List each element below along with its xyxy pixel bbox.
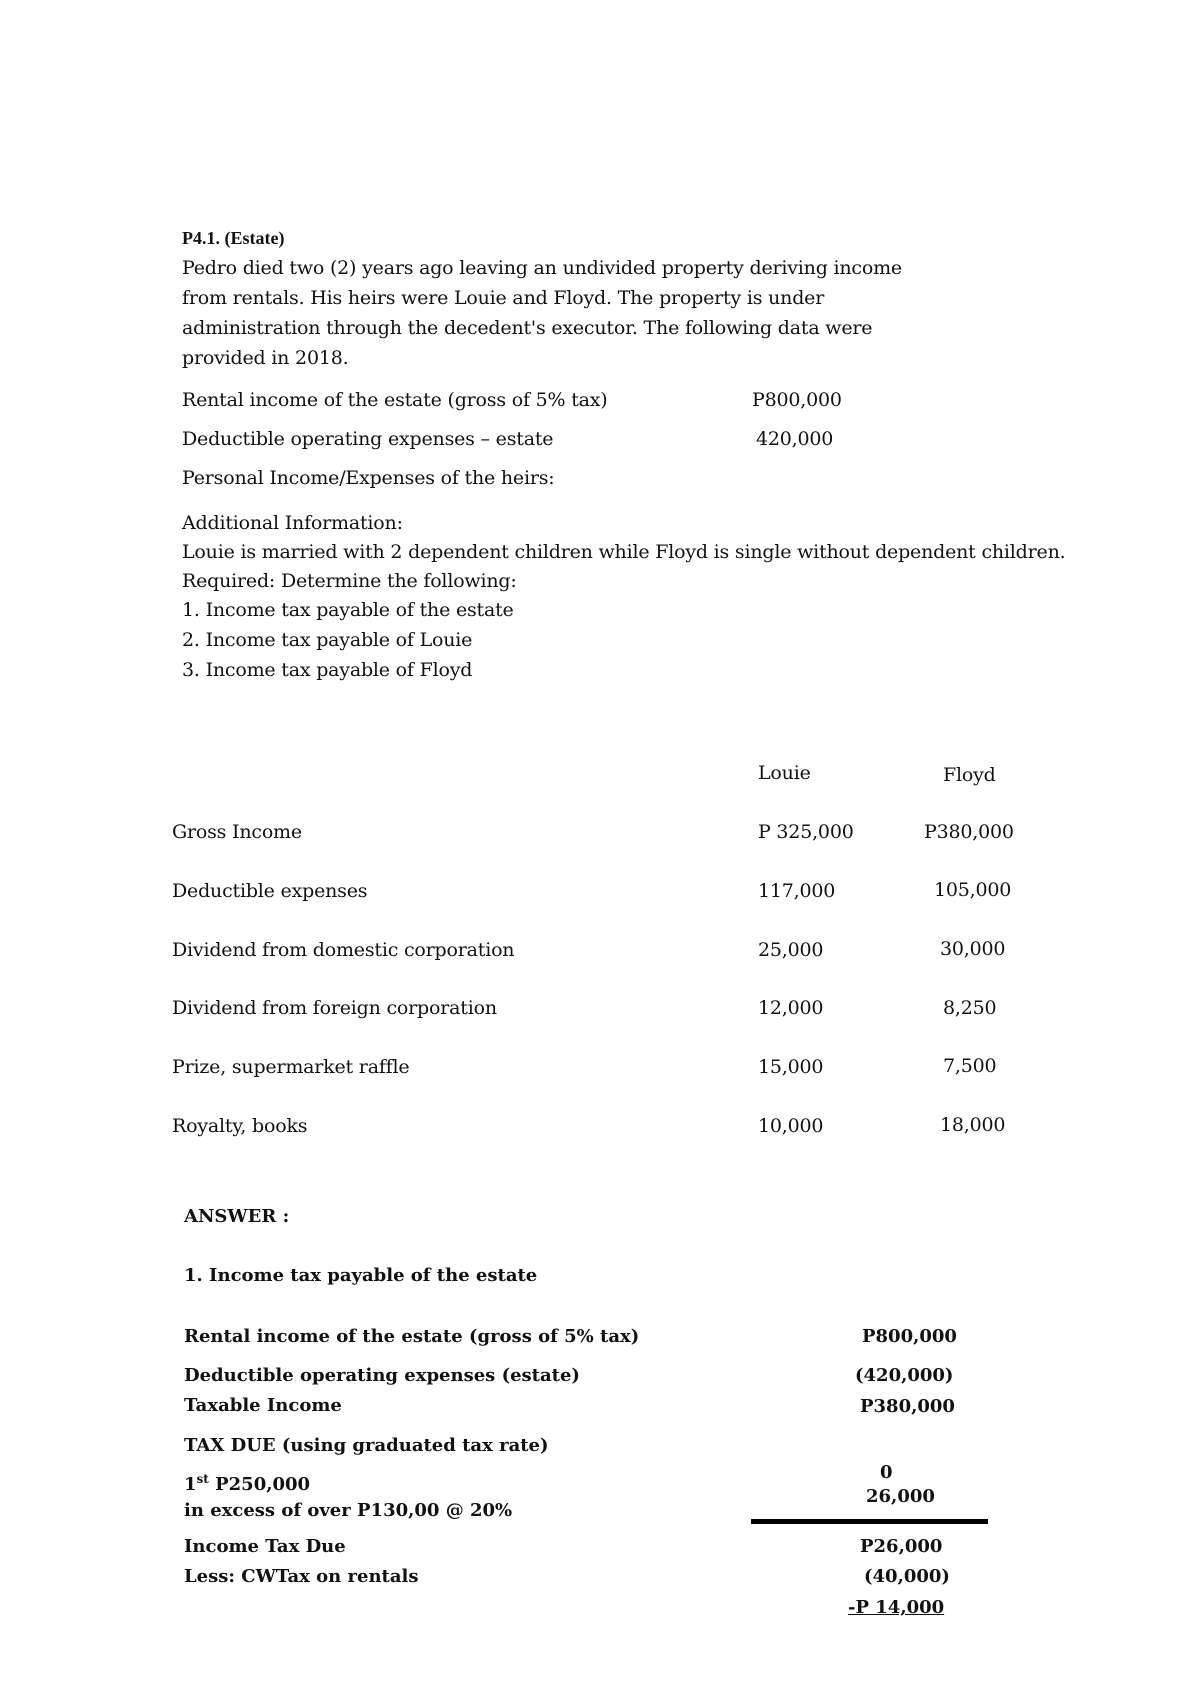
answer-heading: ANSWER : — [184, 1206, 290, 1227]
answer-excess-label: in excess of over P130,00 @ 20% — [184, 1500, 513, 1521]
answer-taxable-label: Taxable Income — [184, 1395, 342, 1416]
personal-heading: Personal Income/Expenses of the heirs: — [182, 467, 555, 489]
required-item-1: 1. Income tax payable of the estate — [182, 599, 514, 621]
answer-rental-label: Rental income of the estate (gross of 5% tax) — [184, 1326, 640, 1347]
floyd-deductible-expenses: 105,000 — [934, 879, 1012, 901]
floyd-dividend-domestic: 30,000 — [940, 938, 1006, 960]
row-label-dividend-foreign: Dividend from foreign corporation — [172, 997, 497, 1019]
estate-rental-label: Rental income of the estate (gross of 5% tax) — [182, 389, 608, 411]
answer-taxdue-heading: TAX DUE (using graduated tax rate) — [184, 1435, 549, 1456]
estate-expenses-value: 420,000 — [756, 428, 834, 450]
row-label-royalty: Royalty, books — [172, 1115, 308, 1137]
required-heading: Required: Determine the following: — [182, 570, 517, 592]
answer-first-bracket-label: 1st P250,000 — [184, 1472, 311, 1495]
estate-expenses-label: Deductible operating expenses – estate — [182, 428, 554, 450]
additional-text: Louie is married with 2 dependent children while Floyd is single without dependent children. — [182, 541, 1066, 563]
louie-royalty: 10,000 — [758, 1115, 824, 1137]
paragraph-line-4: provided in 2018. — [182, 347, 349, 369]
floyd-prize: 7,500 — [943, 1055, 997, 1077]
louie-dividend-domestic: 25,000 — [758, 939, 824, 961]
answer-income-tax-due-label: Income Tax Due — [184, 1536, 346, 1557]
row-label-prize: Prize, supermarket raffle — [172, 1056, 410, 1078]
answer-excess-value: 26,000 — [866, 1486, 935, 1507]
total-rule — [751, 1519, 988, 1524]
answer-income-tax-due-value: P26,000 — [860, 1536, 943, 1557]
answer-taxable-value: P380,000 — [860, 1396, 955, 1417]
floyd-gross-income: P380,000 — [924, 821, 1014, 843]
louie-deductible-expenses: 117,000 — [758, 880, 836, 902]
paragraph-line-1: Pedro died two (2) years ago leaving an undivided property deriving income — [182, 257, 902, 279]
answer-net-value: -P 14,000 — [848, 1597, 945, 1618]
answer-cwt-value: (40,000) — [864, 1566, 950, 1587]
answer-expenses-label: Deductible operating expenses (estate) — [184, 1365, 580, 1386]
row-label-deductible-expenses: Deductible expenses — [172, 880, 368, 902]
floyd-dividend-foreign: 8,250 — [943, 997, 997, 1019]
paragraph-line-3: administration through the decedent's executor. The following data were — [182, 317, 873, 339]
louie-gross-income: P 325,000 — [758, 821, 854, 843]
problem-title: P4.1. (Estate) — [182, 228, 285, 248]
answer-expenses-value: (420,000) — [855, 1365, 954, 1386]
required-item-3: 3. Income tax payable of Floyd — [182, 659, 473, 681]
paragraph-line-2: from rentals. His heirs were Louie and Floyd. The property is under — [182, 287, 825, 309]
answer-first-bracket-value: 0 — [880, 1462, 893, 1483]
row-label-gross-income: Gross Income — [172, 821, 302, 843]
answer-rental-value: P800,000 — [862, 1326, 957, 1347]
required-item-2: 2. Income tax payable of Louie — [182, 629, 473, 651]
louie-dividend-foreign: 12,000 — [758, 997, 824, 1019]
row-label-dividend-domestic: Dividend from domestic corporation — [172, 939, 515, 961]
estate-rental-value: P800,000 — [752, 389, 842, 411]
louie-prize: 15,000 — [758, 1056, 824, 1078]
answer-cwt-label: Less: CWTax on rentals — [184, 1566, 419, 1587]
column-header-floyd: Floyd — [943, 764, 996, 786]
answer-subheading: 1. Income tax payable of the estate — [184, 1265, 538, 1286]
column-header-louie: Louie — [758, 762, 811, 784]
additional-heading: Additional Information: — [182, 512, 403, 534]
floyd-royalty: 18,000 — [940, 1114, 1006, 1136]
